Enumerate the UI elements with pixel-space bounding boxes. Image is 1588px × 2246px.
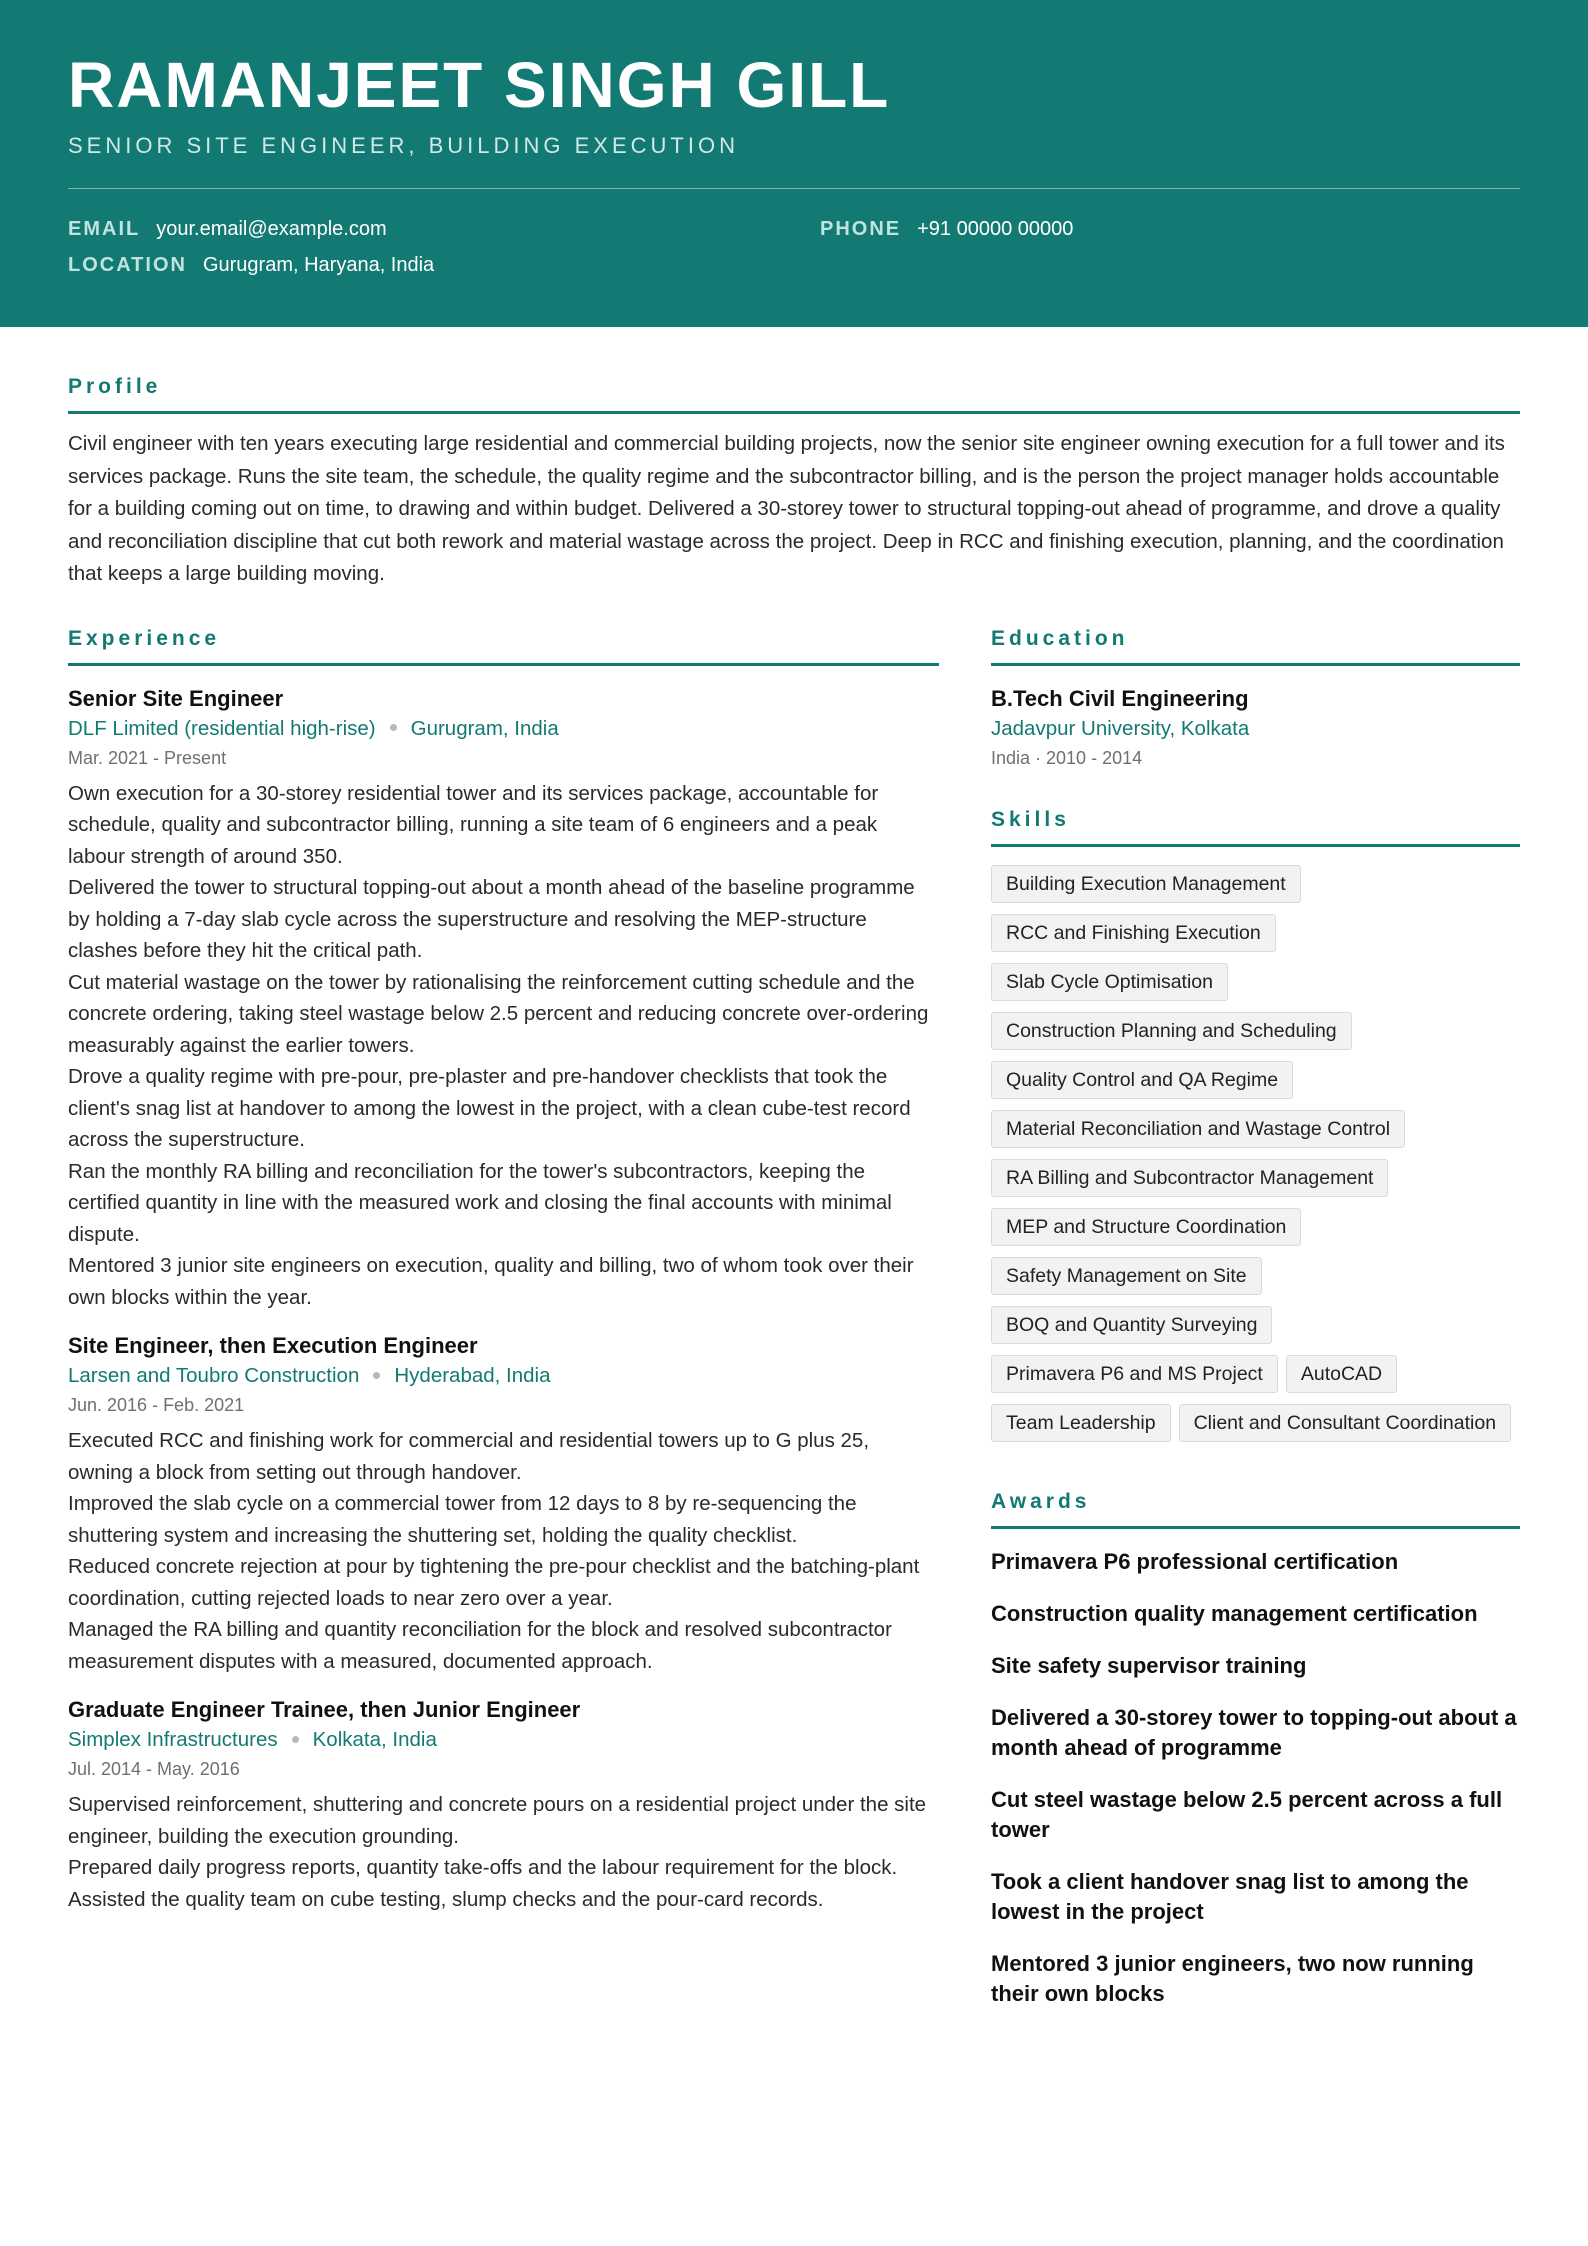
skill-chip: Material Reconciliation and Wastage Control <box>991 1110 1405 1148</box>
skill-chip: Safety Management on Site <box>991 1257 1262 1295</box>
job-bullet: Improved the slab cycle on a commercial tower from 12 days to 8 by re-sequencing the shuttering system and increasing the shuttering set, holding the quality checklist. <box>68 1492 857 1547</box>
profile-text: Civil engineer with ten years executing large residential and commercial building projects, now the senior site engineer owning execution for a full tower and its services package. Runs the site team, the schedule, the quality regime and the subcontractor billing, and is the person the project manager holds accountable for a building coming out on time, to drawing and within budget. Delivered a 30-storey tower to structural topping-out ahead of programme, and drove a quality and reconciliation discipline that cut both rework and material wastage across the project. Deep in RCC and finishing execution, planning, and the coordination that keeps a large building moving. <box>68 432 1505 585</box>
job-company: DLF Limited (residential high-rise) <box>68 716 376 740</box>
job-entry <box>68 1331 939 1677</box>
location-label: LOCATION <box>68 254 187 276</box>
skills-section <box>991 808 1520 1442</box>
separator-dot-icon <box>390 724 397 731</box>
job-bullets <box>68 1425 939 1677</box>
award-item: Site safety supervisor training <box>991 1652 1307 1678</box>
job-meta <box>68 1725 939 1755</box>
skill-chip: Quality Control and QA Regime <box>991 1061 1293 1099</box>
resume-body <box>0 375 1588 2009</box>
two-column-layout <box>68 627 1520 2009</box>
skills-heading: Skills <box>991 808 1520 847</box>
skill-chip: BOQ and Quantity Surveying <box>991 1306 1272 1344</box>
education-school: Jadavpur University, Kolkata <box>991 716 1250 740</box>
candidate-title: SENIOR SITE ENGINEER, BUILDING EXECUTION <box>68 133 739 158</box>
job-title: Graduate Engineer Trainee, then Junior Engineer <box>68 1697 581 1722</box>
skill-chip: Construction Planning and Scheduling <box>991 1012 1352 1050</box>
job-list <box>68 684 939 1916</box>
job-company: Simplex Infrastructures <box>68 1728 278 1751</box>
job-location: Gurugram, India <box>410 716 559 740</box>
job-bullet: Cut material wastage on the tower by rationalising the reinforcement cutting schedule and the concrete ordering, taking steel wastage below 2.5 percent and reducing concrete over-ordering measurably against the earlier towers. <box>68 970 929 1057</box>
job-bullets <box>68 1789 939 1915</box>
contact-location <box>68 251 434 279</box>
skills-list <box>991 865 1520 1442</box>
award-item: Took a client handover snag list to among the lowest in the project <box>991 1868 1469 1924</box>
job-dates: Jun. 2016 - Feb. 2021 <box>68 1395 245 1415</box>
skill-chip: Team Leadership <box>991 1404 1171 1442</box>
job-bullet: Drove a quality regime with pre-pour, pre-plaster and pre-handover checklists that took the client's snag list at handover to among the lowest in the project, with a clean cube-test record across the superstructure. <box>68 1065 911 1151</box>
award-item: Construction quality management certification <box>991 1600 1478 1626</box>
job-bullet: Reduced concrete rejection at pour by tightening the pre-pour checklist and the batching-plant coordination, cutting rejected loads to near zero over a year. <box>68 1555 920 1610</box>
header-divider <box>68 188 1520 189</box>
job-meta <box>68 1361 939 1391</box>
job-bullet: Assisted the quality team on cube testing, slump checks and the pour-card records. <box>68 1887 824 1911</box>
profile-heading: Profile <box>68 375 1520 414</box>
resume-header <box>0 0 1588 327</box>
contact-phone <box>820 215 1073 243</box>
award-item: Cut steel wastage below 2.5 percent across a full tower <box>991 1786 1503 1842</box>
job-dates: Mar. 2021 - Present <box>68 747 227 768</box>
job-company: Larsen and Toubro Construction <box>68 1364 360 1387</box>
job-bullet: Ran the monthly RA billing and reconciliation for the tower's subcontractors, keeping the certified quantity in line with the measured work and closing the final accounts with minimal dispute. <box>68 1159 892 1246</box>
job-bullet: Supervised reinforcement, shuttering and concrete pours on a residential project under the site engineer, building the execution grounding. <box>68 1793 927 1848</box>
awards-heading: Awards <box>991 1490 1520 1529</box>
awards-section <box>991 1490 1520 2009</box>
skill-chip: Slab Cycle Optimisation <box>991 963 1228 1001</box>
email-value[interactable]: your.email@example.com <box>156 218 387 240</box>
award-item: Mentored 3 junior engineers, two now running their own blocks <box>991 1950 1474 2006</box>
job-meta <box>68 714 939 744</box>
job-bullet: Executed RCC and finishing work for commercial and residential towers up to G plus 25, owning a block from setting out through handover. <box>68 1429 870 1484</box>
job-title: Senior Site Engineer <box>68 685 284 711</box>
job-bullet: Mentored 3 junior site engineers on execution, quality and billing, two of whom took over their own blocks within the year. <box>68 1254 914 1309</box>
job-location: Hyderabad, India <box>394 1364 551 1387</box>
education-heading: Education <box>991 627 1520 666</box>
skill-chip: Client and Consultant Coordination <box>1179 1404 1511 1442</box>
skill-chip: Primavera P6 and MS Project <box>991 1355 1278 1393</box>
experience-heading: Experience <box>68 627 939 666</box>
profile-section <box>68 375 1520 591</box>
phone-value[interactable]: +91 00000 00000 <box>917 218 1074 240</box>
separator-dot-icon <box>292 1736 299 1743</box>
skill-chip: Building Execution Management <box>991 865 1301 903</box>
skill-chip: MEP and Structure Coordination <box>991 1208 1301 1246</box>
skill-chip: RA Billing and Subcontractor Management <box>991 1159 1388 1197</box>
sidebar <box>991 627 1520 2009</box>
education-section <box>991 627 1520 772</box>
contact-email <box>68 215 387 243</box>
contact-list <box>68 215 1520 295</box>
phone-label: PHONE <box>820 218 902 240</box>
education-degree: B.Tech Civil Engineering <box>991 685 1249 711</box>
location-value: Gurugram, Haryana, India <box>202 254 435 276</box>
awards-list <box>991 1547 1520 2009</box>
job-entry <box>68 684 939 1314</box>
skill-chip: RCC and Finishing Execution <box>991 914 1276 952</box>
candidate-name: RAMANJEET SINGH GILL <box>68 49 891 121</box>
skill-chip: AutoCAD <box>1286 1355 1397 1393</box>
job-title: Site Engineer, then Execution Engineer <box>68 1333 478 1358</box>
job-location: Kolkata, India <box>312 1728 437 1751</box>
job-bullet: Managed the RA billing and quantity reconciliation for the block and resolved subcontractor measurement disputes with a measured, documented approach. <box>68 1618 892 1673</box>
job-bullet: Prepared daily progress reports, quantity take-offs and the labour requirement for the block. <box>68 1856 898 1879</box>
job-dates: Jul. 2014 - May. 2016 <box>68 1759 240 1779</box>
job-bullet: Delivered the tower to structural topping-out about a month ahead of the baseline programme by holding a 7-day slab cycle across the superstructure and resolving the MEP-structure clashes before they hit the critical path. <box>68 876 915 962</box>
experience-section <box>68 627 939 2009</box>
separator-dot-icon <box>373 1372 380 1379</box>
award-item: Primavera P6 professional certification <box>991 1548 1399 1574</box>
award-item: Delivered a 30-storey tower to topping-out about a month ahead of programme <box>991 1704 1517 1760</box>
email-label: EMAIL <box>68 218 141 240</box>
job-bullets <box>68 778 939 1314</box>
job-entry <box>68 1695 939 1915</box>
education-meta: India · 2010 - 2014 <box>991 747 1143 768</box>
job-bullet: Own execution for a 30-storey residential tower and its services package, accountable for schedule, quality and subcontractor billing, running a site team of 6 engineers and a peak labour strength of around 350. <box>68 781 879 868</box>
